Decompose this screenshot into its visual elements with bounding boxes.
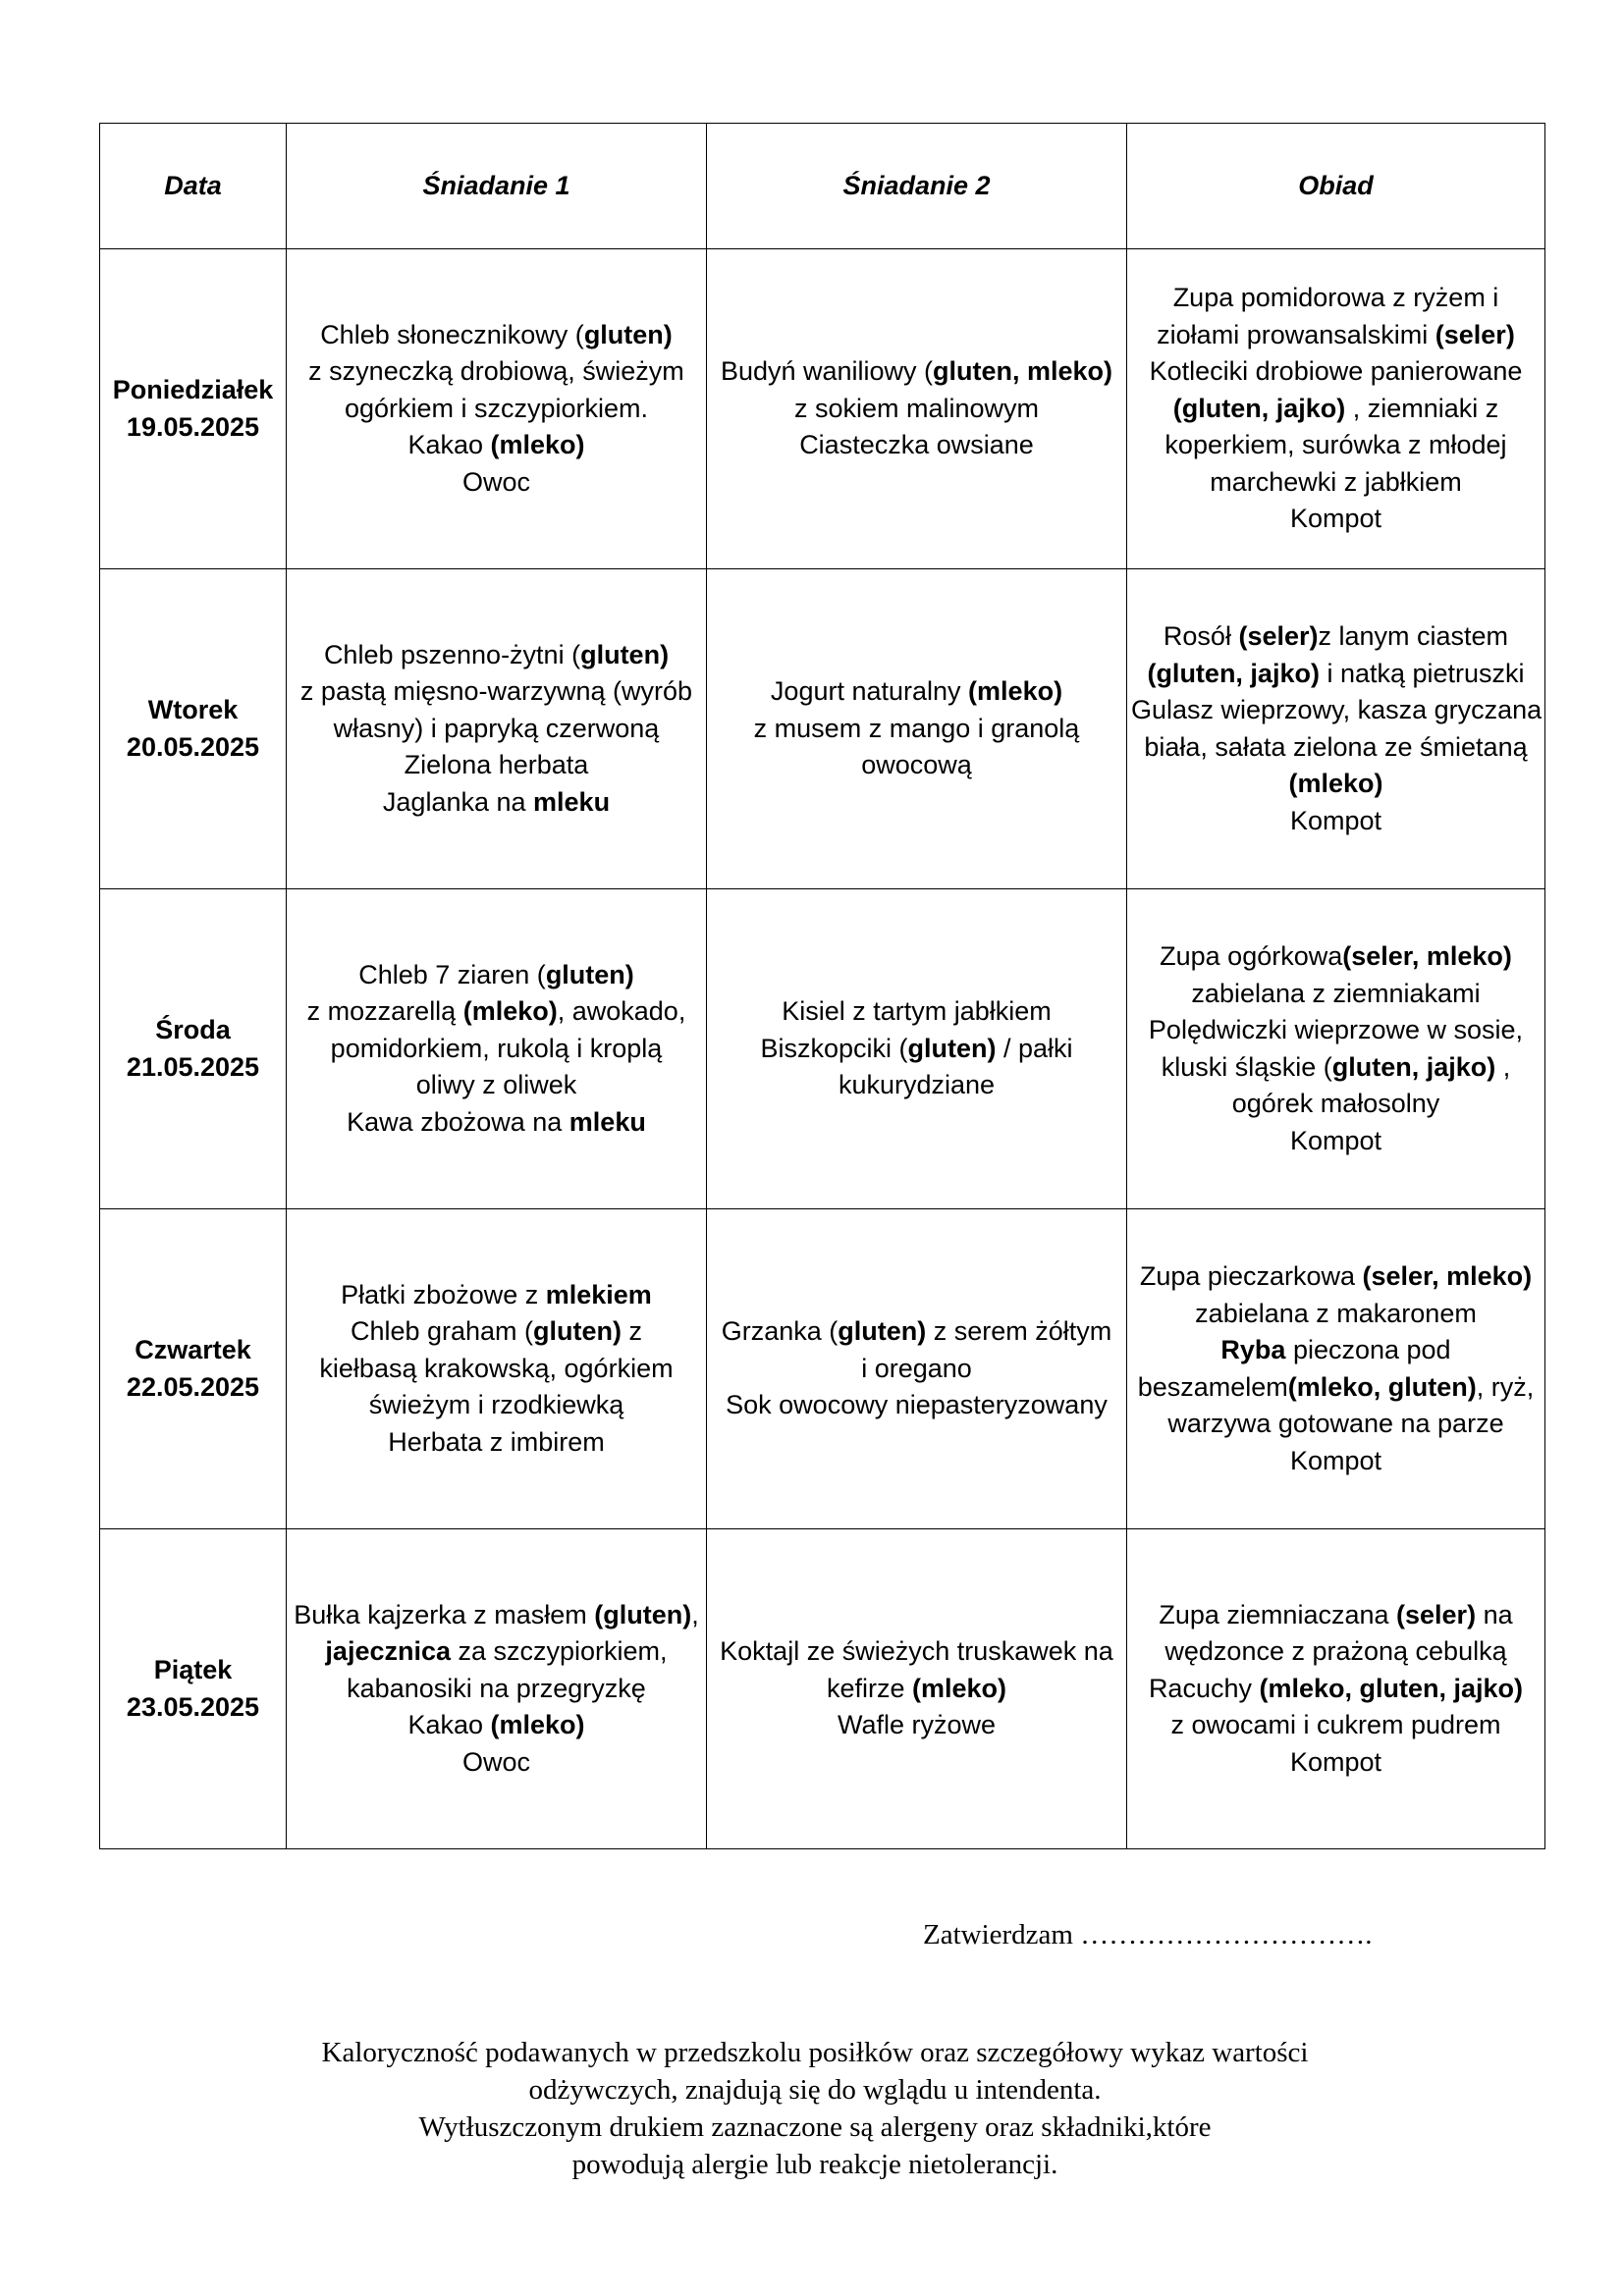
menu-line bbox=[711, 1633, 1122, 1671]
menu-text: Chleb 7 ziaren ( bbox=[358, 959, 546, 989]
menu-line bbox=[1131, 976, 1541, 1013]
allergen-text: gluten, mleko) bbox=[933, 356, 1113, 387]
menu-line bbox=[291, 1351, 702, 1388]
menu-text: kukurydziane bbox=[838, 1070, 996, 1100]
menu-line bbox=[711, 1671, 1122, 1708]
menu-text: Kompot bbox=[1289, 504, 1382, 534]
menu-text: , ryż, bbox=[1476, 1371, 1535, 1402]
allergen-text: (mleko, gluten) bbox=[1287, 1371, 1477, 1402]
menu-text: Kakao bbox=[407, 430, 491, 460]
lunch-cell bbox=[1127, 1209, 1545, 1529]
day-name: Środa bbox=[155, 1015, 231, 1044]
menu-line bbox=[711, 673, 1122, 711]
allergen-text: (mleko) bbox=[968, 676, 1063, 707]
allergen-text: gluten) bbox=[907, 1033, 997, 1063]
menu-text: Zupa ziemniaczana bbox=[1159, 1599, 1397, 1629]
menu-line bbox=[291, 747, 702, 784]
menu-text: Chleb słonecznikowy ( bbox=[320, 319, 584, 349]
menu-line bbox=[291, 1104, 702, 1142]
menu-body bbox=[100, 249, 1545, 1849]
allergen-text: (seler) bbox=[1238, 621, 1319, 651]
menu-text: i oregano bbox=[861, 1353, 972, 1383]
day-row bbox=[100, 1209, 1545, 1529]
menu-text: z pastą mięsno-warzywną (wyrób bbox=[299, 676, 693, 707]
menu-text: biała, sałata zielona ze śmietaną bbox=[1144, 731, 1528, 762]
menu-text: owocową bbox=[861, 750, 972, 780]
menu-line bbox=[291, 784, 702, 822]
menu-text: z serem żółtym bbox=[926, 1316, 1112, 1347]
menu-line bbox=[291, 957, 702, 994]
menu-text: Kisiel z tartym jabłkiem bbox=[782, 996, 1052, 1027]
menu-line bbox=[1131, 938, 1541, 976]
menu-text: z bbox=[622, 1316, 643, 1347]
menu-text: Rosół bbox=[1163, 621, 1239, 651]
menu-text: zabielana z ziemniakami bbox=[1191, 978, 1481, 1008]
day-date: 21.05.2025 bbox=[126, 1051, 260, 1082]
menu-line bbox=[1131, 391, 1541, 428]
menu-text: Ciasteczka owsiane bbox=[799, 430, 1034, 460]
note-line: powodują alergie lub reakcje nietolerancji. bbox=[571, 2149, 1058, 2180]
menu-line bbox=[1131, 1258, 1541, 1296]
menu-line bbox=[291, 1671, 702, 1708]
allergen-text: mleku bbox=[568, 1106, 646, 1137]
menu-line bbox=[1131, 618, 1541, 656]
menu-text: Wafle ryżowe bbox=[837, 1710, 997, 1740]
menu-text: kluski śląskie ( bbox=[1161, 1051, 1332, 1082]
menu-line bbox=[711, 1067, 1122, 1104]
menu-line bbox=[711, 353, 1122, 391]
allergen-text: gluten) bbox=[583, 319, 673, 349]
menu-line bbox=[711, 1031, 1122, 1068]
menu-line bbox=[711, 1313, 1122, 1351]
day-date: 20.05.2025 bbox=[126, 731, 260, 762]
allergen-text: (gluten) bbox=[594, 1599, 692, 1629]
menu-line bbox=[711, 711, 1122, 748]
allergen-text: gluten) bbox=[533, 1316, 623, 1347]
header-row bbox=[100, 124, 1545, 249]
breakfast-1-cell bbox=[287, 1529, 707, 1849]
allergen-text: Ryba bbox=[1220, 1335, 1286, 1364]
menu-text: Kakao bbox=[407, 1710, 491, 1740]
menu-text: , bbox=[691, 1599, 699, 1629]
day-name: Czwartek bbox=[135, 1335, 251, 1364]
menu-line bbox=[1131, 1296, 1541, 1333]
menu-text: Zupa ogórkowa bbox=[1160, 941, 1343, 971]
lunch-cell bbox=[1127, 889, 1545, 1209]
menu-line bbox=[291, 1633, 702, 1671]
menu-line bbox=[1131, 1597, 1541, 1634]
menu-line bbox=[291, 353, 702, 391]
menu-text: z szyneczką drobiową, świeżym bbox=[308, 356, 684, 387]
day-cell bbox=[100, 1209, 287, 1529]
menu-line bbox=[1131, 1049, 1541, 1087]
allergen-text: gluten) bbox=[580, 639, 670, 669]
menu-line bbox=[291, 1707, 702, 1744]
day-name: Poniedziałek bbox=[112, 375, 274, 404]
menu-line bbox=[1131, 656, 1541, 693]
menu-text: Jogurt naturalny bbox=[770, 676, 969, 707]
menu-line bbox=[291, 464, 702, 502]
menu-text: Gulasz wieprzowy, kasza gryczana bbox=[1131, 695, 1543, 724]
menu-text: kiełbasą krakowską, ogórkiem bbox=[319, 1353, 674, 1383]
menu-line bbox=[1131, 1369, 1541, 1407]
menu-line bbox=[291, 1744, 702, 1782]
allergen-text: (seler) bbox=[1396, 1599, 1477, 1629]
menu-line bbox=[291, 1597, 702, 1634]
menu-line bbox=[711, 427, 1122, 464]
header-lunch: Obiad bbox=[1127, 124, 1545, 249]
menu-text: z sokiem malinowym bbox=[793, 393, 1040, 423]
menu-text: Bułka kajzerka z masłem bbox=[294, 1599, 595, 1629]
menu-line bbox=[711, 993, 1122, 1031]
menu-text: z owocami i cukrem pudrem bbox=[1170, 1710, 1501, 1740]
menu-text: Chleb pszenno-żytni ( bbox=[323, 639, 581, 669]
day-date: 23.05.2025 bbox=[126, 1691, 260, 1722]
note-line: odżywczych, znajdują się do wglądu u intendenta. bbox=[528, 2074, 1102, 2106]
menu-line bbox=[291, 711, 702, 748]
menu-line bbox=[291, 993, 702, 1031]
day-name: Piątek bbox=[153, 1655, 233, 1684]
allergen-text: (seler) bbox=[1435, 319, 1515, 349]
menu-line bbox=[711, 1707, 1122, 1744]
menu-line bbox=[711, 1387, 1122, 1424]
allergen-text: (gluten, jajko) bbox=[1172, 393, 1346, 423]
menu-text: własny) i papryką czerwoną bbox=[333, 713, 660, 743]
breakfast-2-cell bbox=[707, 249, 1127, 569]
note-line: Wytłuszczonym drukiem zaznaczone są alergeny oraz składniki,które bbox=[418, 2111, 1212, 2143]
menu-line bbox=[291, 317, 702, 354]
menu-line bbox=[1131, 803, 1541, 840]
day-cell bbox=[100, 889, 287, 1209]
menu-line bbox=[1131, 1086, 1541, 1123]
menu-text: Polędwiczki wieprzowe w sosie, bbox=[1148, 1015, 1524, 1044]
menu-line bbox=[1131, 1012, 1541, 1049]
menu-text: beszamelem bbox=[1137, 1371, 1288, 1402]
allergen-text: gluten) bbox=[545, 959, 634, 989]
breakfast-2-cell bbox=[707, 569, 1127, 889]
menu-line bbox=[1131, 1671, 1541, 1708]
menu-text: wędzonce z prażoną cebulką bbox=[1164, 1636, 1507, 1667]
menu-text: / pałki bbox=[996, 1033, 1073, 1063]
menu-text: na bbox=[1476, 1599, 1513, 1629]
menu-line bbox=[1131, 766, 1541, 803]
menu-line bbox=[291, 1387, 702, 1424]
lunch-cell bbox=[1127, 1529, 1545, 1849]
weekly-menu-table bbox=[99, 123, 1545, 1849]
allergen-text: gluten) bbox=[838, 1316, 927, 1347]
breakfast-1-cell bbox=[287, 1209, 707, 1529]
allergen-text: (mleko) bbox=[490, 1710, 585, 1740]
day-cell bbox=[100, 249, 287, 569]
menu-line bbox=[1131, 353, 1541, 391]
menu-text: kabanosiki na przegryzkę bbox=[347, 1673, 646, 1703]
menu-text: marchewki z jabłkiem bbox=[1210, 466, 1462, 497]
menu-line bbox=[1131, 729, 1541, 767]
header-date: Data bbox=[100, 124, 287, 249]
menu-text: Racuchy bbox=[1148, 1673, 1260, 1703]
menu-line bbox=[1131, 1633, 1541, 1671]
menu-line bbox=[1131, 317, 1541, 354]
menu-text: Owoc bbox=[461, 1746, 531, 1777]
allergen-text: (seler, mleko) bbox=[1342, 941, 1512, 971]
menu-line bbox=[1131, 280, 1541, 317]
menu-line bbox=[291, 673, 702, 711]
day-row bbox=[100, 569, 1545, 889]
allergen-text: (seler, mleko) bbox=[1362, 1261, 1533, 1291]
menu-line bbox=[291, 1424, 702, 1462]
menu-text: Kompot bbox=[1289, 1746, 1382, 1777]
menu-text: Zielona herbata bbox=[404, 750, 589, 780]
menu-text: ogórek małosolny bbox=[1231, 1089, 1440, 1118]
allergen-text: mleku bbox=[533, 786, 611, 817]
menu-line bbox=[1131, 501, 1541, 538]
menu-text: ogórkiem i szczypiorkiem. bbox=[344, 393, 649, 423]
menu-text: za szczypiorkiem, bbox=[451, 1636, 668, 1667]
menu-text: , ziemniaki z bbox=[1345, 393, 1499, 423]
menu-text: Jaglanka na bbox=[382, 786, 534, 817]
breakfast-1-cell bbox=[287, 889, 707, 1209]
menu-line bbox=[291, 1277, 702, 1314]
day-row bbox=[100, 889, 1545, 1209]
menu-text: Sok owocowy niepasteryzowany bbox=[726, 1390, 1108, 1420]
menu-line bbox=[1131, 1443, 1541, 1480]
menu-text: Zupa pieczarkowa bbox=[1139, 1261, 1363, 1291]
day-name: Wtorek bbox=[147, 695, 239, 724]
menu-text: z lanym ciastem bbox=[1318, 621, 1509, 651]
allergen-text: (mleko) bbox=[490, 430, 585, 460]
menu-line bbox=[1131, 692, 1541, 729]
menu-line bbox=[1131, 1332, 1541, 1369]
day-cell bbox=[100, 1529, 287, 1849]
menu-text: Koktajl ze świeżych truskawek na bbox=[720, 1636, 1113, 1667]
menu-line bbox=[291, 1313, 702, 1351]
lunch-cell bbox=[1127, 569, 1545, 889]
approval-signature-line: Zatwierdzam …………………………. bbox=[923, 1919, 1373, 1950]
menu-text: kefirze bbox=[826, 1673, 912, 1703]
menu-text: Płatki zbożowe z bbox=[341, 1279, 546, 1309]
allergen-text: jajecznica bbox=[325, 1636, 451, 1667]
header-breakfast-2: Śniadanie 2 bbox=[707, 124, 1127, 249]
menu-line bbox=[711, 391, 1122, 428]
breakfast-2-cell bbox=[707, 889, 1127, 1209]
menu-text: warzywa gotowane na parze bbox=[1167, 1409, 1504, 1438]
allergen-text: (mleko, gluten, jajko) bbox=[1259, 1673, 1524, 1703]
menu-text: ziołami prowansalskimi bbox=[1157, 319, 1435, 349]
menu-text: Budyń waniliowy ( bbox=[720, 356, 934, 387]
menu-text: Kompot bbox=[1289, 1445, 1382, 1475]
menu-line bbox=[1131, 1406, 1541, 1443]
menu-line bbox=[291, 427, 702, 464]
menu-line bbox=[711, 1351, 1122, 1388]
menu-text: Herbata z imbirem bbox=[388, 1426, 605, 1457]
day-cell bbox=[100, 569, 287, 889]
breakfast-2-cell bbox=[707, 1209, 1127, 1529]
menu-text: oliwy z oliwek bbox=[415, 1070, 577, 1100]
menu-text: Biszkopciki ( bbox=[760, 1033, 908, 1063]
breakfast-2-cell bbox=[707, 1529, 1127, 1849]
menu-text: zabielana z makaronem bbox=[1195, 1298, 1477, 1328]
menu-text: Grzanka ( bbox=[721, 1316, 839, 1347]
menu-text: Kawa zbożowa na bbox=[347, 1106, 569, 1137]
menu-line bbox=[1131, 427, 1541, 464]
menu-line bbox=[291, 1031, 702, 1068]
menu-text: i natką pietruszki bbox=[1319, 658, 1525, 688]
menu-text: Kotleciki drobiowe panierowane bbox=[1149, 356, 1523, 387]
breakfast-1-cell bbox=[287, 569, 707, 889]
lunch-cell bbox=[1127, 249, 1545, 569]
allergen-text: mlekiem bbox=[545, 1279, 652, 1309]
note-line: Kaloryczność podawanych w przedszkolu posiłków oraz szczegółowy wykaz wartości bbox=[321, 2037, 1309, 2068]
allergen-text: gluten, jajko) bbox=[1331, 1051, 1496, 1082]
menu-text: Kompot bbox=[1289, 1125, 1382, 1155]
menu-text: pomidorkiem, rukolą i kroplą bbox=[330, 1033, 663, 1063]
menu-line bbox=[291, 1067, 702, 1104]
menu-line bbox=[1131, 464, 1541, 502]
menu-line bbox=[291, 391, 702, 428]
menu-text: pieczona pod bbox=[1285, 1335, 1451, 1364]
header-breakfast-1: Śniadanie 1 bbox=[287, 124, 707, 249]
menu-text: świeżym i rzodkiewką bbox=[368, 1390, 624, 1420]
menu-text: , awokado, bbox=[557, 996, 686, 1027]
day-row bbox=[100, 1529, 1545, 1849]
menu-text: Kompot bbox=[1289, 805, 1382, 835]
menu-text: Chleb graham ( bbox=[350, 1316, 534, 1347]
menu-text: z musem z mango i granolą bbox=[753, 713, 1080, 743]
day-date: 22.05.2025 bbox=[126, 1371, 260, 1402]
allergen-text: (gluten, jajko) bbox=[1147, 658, 1320, 688]
menu-line bbox=[1131, 1744, 1541, 1782]
allergen-text: (mleko) bbox=[912, 1673, 1007, 1703]
menu-text: Owoc bbox=[461, 466, 531, 497]
allergen-note bbox=[157, 2034, 1473, 2183]
allergen-text: (mleko) bbox=[462, 996, 558, 1027]
menu-line bbox=[1131, 1707, 1541, 1744]
menu-line bbox=[711, 747, 1122, 784]
menu-line bbox=[1131, 1123, 1541, 1160]
day-date: 19.05.2025 bbox=[126, 411, 260, 442]
menu-text: , bbox=[1495, 1051, 1511, 1082]
menu-text: z mozzarellą bbox=[306, 996, 463, 1027]
allergen-text: (mleko) bbox=[1288, 769, 1383, 798]
day-row bbox=[100, 249, 1545, 569]
menu-text: koperkiem, surówka z młodej bbox=[1164, 430, 1507, 460]
breakfast-1-cell bbox=[287, 249, 707, 569]
menu-line bbox=[291, 637, 702, 674]
menu-text: Zupa pomidorowa z ryżem i bbox=[1172, 283, 1499, 313]
